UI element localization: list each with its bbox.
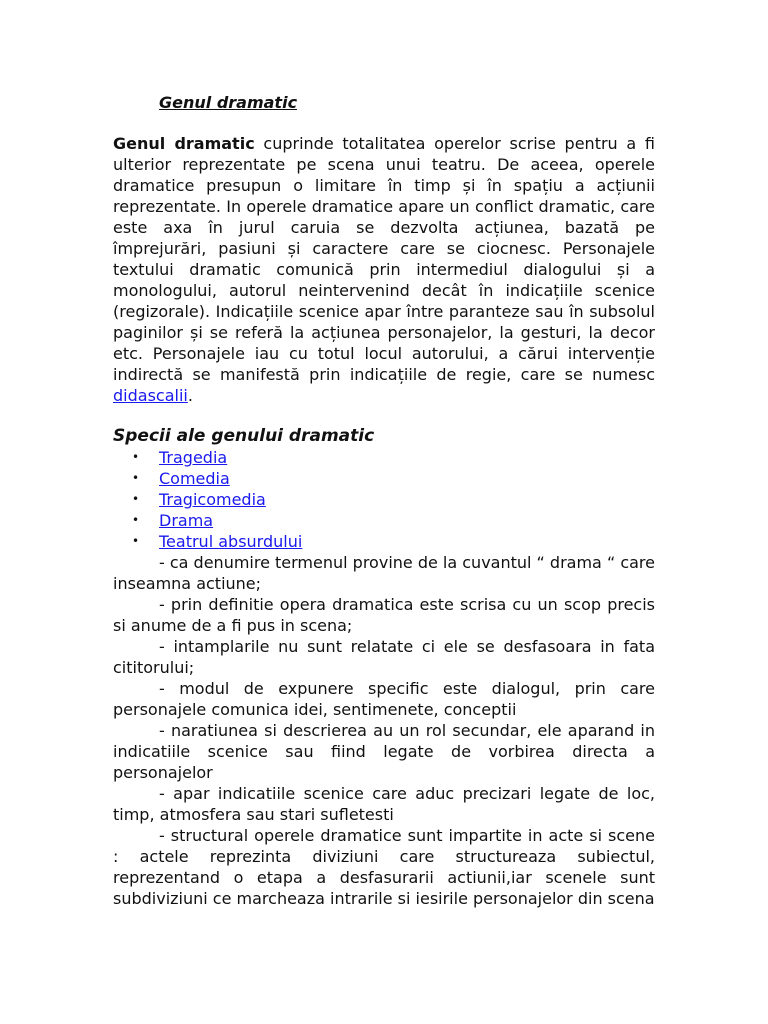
species-heading: Specii ale genului dramatic (113, 426, 375, 446)
didascalii-link[interactable]: didascalii (113, 386, 188, 405)
bullet-icon: • (132, 492, 140, 506)
list-item (113, 468, 655, 489)
characteristic-item: - naratiunea si descrierea au un rol secundar, ele aparand in indicatiile scenice sau fiind legate de vorbirea directa a personajelor (113, 721, 655, 782)
intro-end: . (187, 386, 193, 405)
bullet-icon: • (132, 534, 140, 548)
characteristic-item: - intamplarile nu sunt relatate ci ele se desfasoara in fata cititorului; (113, 637, 655, 677)
species-link-drama[interactable]: Drama (159, 511, 214, 530)
characteristic-item: - apar indicatiile scenice care aduc precizari legate de loc, timp, atmosfera sau stari sufletesti (113, 784, 655, 824)
bullet-icon: • (132, 450, 140, 464)
document-page (113, 92, 655, 909)
species-list (113, 447, 655, 552)
intro-paragraph (113, 133, 655, 406)
list-item (113, 510, 655, 531)
list-item (113, 489, 655, 510)
species-link-comedia[interactable]: Comedia (159, 469, 230, 488)
intro-text: cuprinde totalitatea operelor scrise pentru a fi ulterior reprezentate pe scena unui teatru. De aceea, operele dramatice presupun o limitare în timp și în spațiu a acțiunii reprezentate. In operele dramatice apare un conflict dramatic, care este axa în jurul caruia se dezvolta acțiunea, bazată pe împrejurări, pasiuni și caractere care se ciocnesc. Personajele textului dramatic comunică prin intermediul dialogului și a monologului, autorul neintervenind decât în indicațiile scenice (regizorale). Indicațiile scenice apar între paranteze sau în subsolul paginilor și se referă la acțiunea personajelor, la gesturi, la decor etc. Personajele iau cu totul locul autorului, a cărui intervenție indirectă se manifestă prin indicațiile de regie, care se numesc (113, 134, 656, 384)
species-link-tragedia[interactable]: Tragedia (159, 448, 228, 467)
bullet-icon: • (132, 513, 140, 527)
characteristic-item: - prin definitie opera dramatica este scrisa cu un scop precis si anume de a fi pus in scena; (113, 595, 655, 635)
page-title: Genul dramatic (159, 93, 298, 112)
characteristics-list (113, 552, 655, 909)
bullet-icon: • (132, 471, 140, 485)
species-link-tragicomedia[interactable]: Tragicomedia (159, 490, 266, 509)
characteristic-item: - ca denumire termenul provine de la cuvantul “ drama “ care inseamna actiune; (113, 553, 655, 593)
species-link-teatrul-absurdului[interactable]: Teatrul absurdului (159, 532, 303, 551)
intro-term: Genul dramatic (113, 134, 255, 153)
characteristic-item: - modul de expunere specific este dialogul, prin care personajele comunica idei, sentimenete, conceptii (113, 679, 655, 719)
characteristic-item: - structural operele dramatice sunt impartite in acte si scene : actele reprezinta diviziuni care structureaza subiectul, reprezentand o etapa a desfasurarii actiunii,iar scenele sunt subdiviziuni ce marcheaza intrarile si iesirile personajelor din scena (113, 826, 655, 908)
list-item (113, 531, 655, 552)
list-item (113, 447, 655, 468)
